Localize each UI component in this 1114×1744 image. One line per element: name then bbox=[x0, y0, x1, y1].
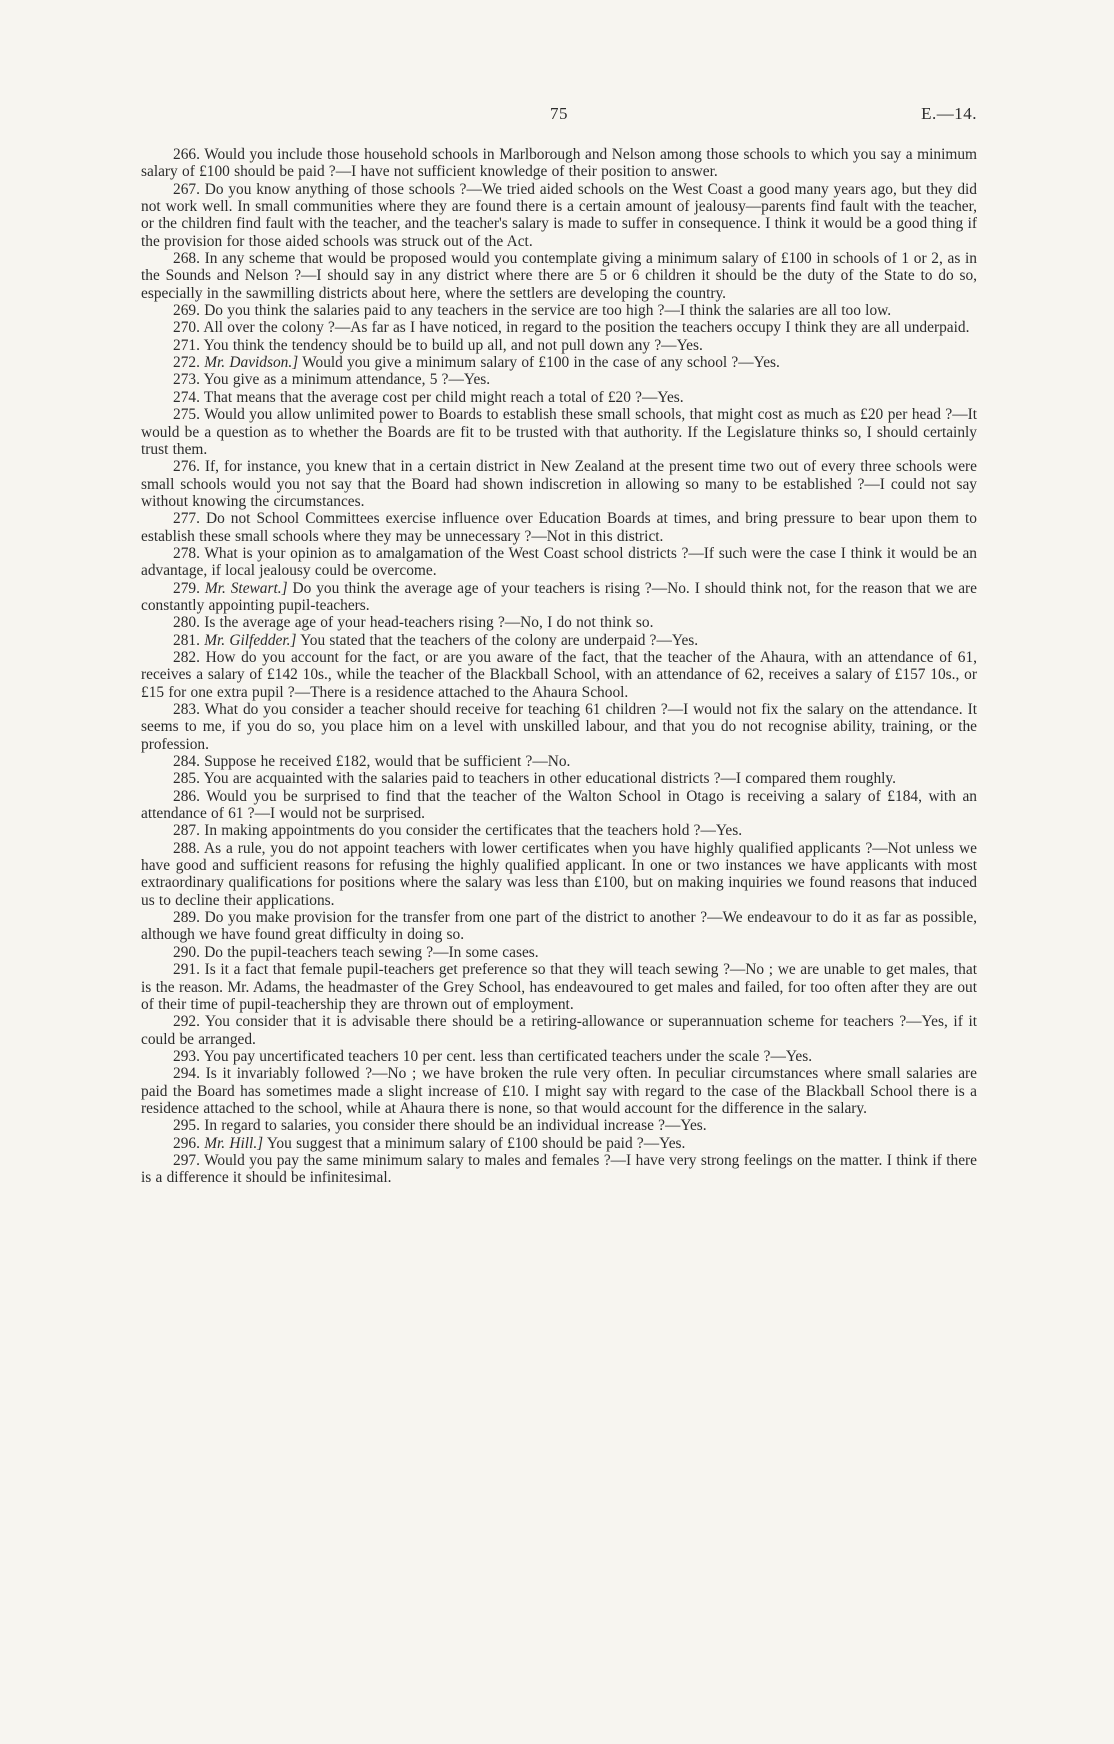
speaker-name: Mr. Gilfedder.] bbox=[204, 631, 297, 649]
document-reference: E.—14. bbox=[921, 104, 977, 123]
question-number: 294. bbox=[173, 1065, 200, 1083]
qa-text: You give as a minimum attendance, 5 ?—Yes. bbox=[203, 371, 491, 389]
question-number: 271. bbox=[173, 336, 200, 354]
qa-text: Is it a fact that female pupil-teachers get preference so that they will teach sewing ?—No ; we are unable to get males, that is the reason. Mr. Adams, the headmaster of the Grey School, has endeavoured to get males and failed, for too often after they are out of their time of pupil-teachership they are thrown out of employment. bbox=[141, 961, 977, 1013]
qa-text: As a rule, you do not appoint teachers with lower certificates when you have highly qualified applicants ?—Not unless we have good and sufficient reasons for refusing the highly qualified applicant. In one or two instances we have applicants with most extraordinary qualifications for positions where the salary was less than £100, but on making inquiries we found reasons that induced us to decline their applications. bbox=[141, 839, 977, 909]
qa-paragraph bbox=[141, 1152, 977, 1187]
qa-text: What is your opinion as to amalgamation of the West Coast school districts ?—If such were the case I think it would be an advantage, if local jealousy could be overcome. bbox=[141, 544, 977, 580]
qa-paragraph bbox=[141, 181, 977, 250]
question-number: 277. bbox=[173, 510, 200, 528]
qa-text: Do not School Committees exercise influence over Education Boards at times, and bring pressure to bear upon them to establish these small schools where they may be unnecessary ?—Not in this district. bbox=[141, 510, 977, 545]
question-number: 278. bbox=[173, 544, 200, 562]
qa-text: In regard to salaries, you consider there should be an individual increase ?—Yes. bbox=[204, 1117, 707, 1135]
question-number: 297. bbox=[173, 1151, 200, 1169]
qa-paragraph bbox=[141, 701, 977, 753]
qa-text: You think the tendency should be to build up all, and not pull down any ?—Yes. bbox=[203, 336, 703, 354]
question-number: 276. bbox=[173, 458, 200, 476]
page-number: 75 bbox=[550, 104, 568, 123]
qa-text: Would you include those household schools in Marlborough and Nelson among those schools to which you say a minimum salary of £100 should be paid ?—I have not sufficient knowledge of their position to answer. bbox=[141, 146, 977, 181]
page-header bbox=[141, 104, 977, 128]
qa-text: Would you pay the same minimum salary to males and females ?—I have very strong feelings on the matter. I think if there is a difference it should be infinitesimal. bbox=[141, 1151, 977, 1187]
speaker-name: Mr. Hill.] bbox=[204, 1134, 264, 1152]
qa-text: Would you be surprised to find that the teacher of the Walton School in Otago is receiving a salary of £184, with an attendance of 61 ?—I would not be surprised. bbox=[141, 787, 977, 823]
qa-paragraph bbox=[141, 753, 977, 770]
qa-paragraph bbox=[141, 770, 977, 787]
qa-text: You stated that the teachers of the colony are underpaid ?—Yes. bbox=[300, 631, 699, 649]
question-number: 275. bbox=[173, 406, 200, 424]
speaker-name: Mr. Davidson.] bbox=[204, 354, 299, 372]
question-number: 286. bbox=[173, 787, 200, 805]
question-number: 290. bbox=[173, 943, 200, 961]
qa-paragraph bbox=[141, 944, 977, 961]
qa-paragraph bbox=[141, 840, 977, 909]
qa-text: Suppose he received £182, would that be sufficient ?—No. bbox=[204, 753, 571, 771]
qa-text: All over the colony ?—As far as I have noticed, in regard to the position the teachers occupy I think they are all underpaid. bbox=[203, 319, 970, 337]
qa-text: You are acquainted with the salaries paid to teachers in other educational districts ?—I compared them roughly. bbox=[203, 770, 896, 788]
question-number: 266. bbox=[173, 146, 200, 163]
question-number: 289. bbox=[173, 909, 200, 927]
qa-text: Do you make provision for the transfer from one part of the district to another ?—We endeavour to do it as far as possible, although we have found great difficulty in doing so. bbox=[141, 909, 977, 944]
question-number: 293. bbox=[173, 1047, 200, 1065]
qa-text: If, for instance, you knew that in a certain district in New Zealand at the present time two out of every three schools were small schools would you not say that the Board had shown indiscretion in allowing so many to be established ?—I could not say without knowing the circumstances. bbox=[141, 458, 978, 510]
qa-paragraph bbox=[141, 632, 977, 649]
qa-paragraph bbox=[141, 1135, 977, 1152]
qa-paragraph bbox=[141, 250, 977, 302]
qa-text: Do you think the salaries paid to any teachers in the service are too high ?—I think the salaries are all too low. bbox=[204, 302, 892, 320]
qa-paragraph bbox=[141, 354, 977, 371]
text-column bbox=[141, 104, 977, 1187]
qa-text: Is it invariably followed ?—No ; we have broken the rule very often. In peculiar circumstances where small salaries are paid the Board has sometimes made a slight increase of £10. I might say with regard to the case of the Blackball School there is a residence attached to the school, while at Ahaura there is none, so that would account for the difference in the salary. bbox=[141, 1065, 977, 1117]
qa-paragraph bbox=[141, 302, 977, 319]
qa-text: How do you account for the fact, or are you aware of the fact, that the teacher of the Ahaura, with an attendance of 61, receives a salary of £142 10s., while the teacher of the Blackball School, with an attendance of 62, receives a salary of £157 10s., or £15 for one extra pupil ?—There is a residence attached to the Ahaura School. bbox=[141, 648, 977, 701]
qa-paragraph bbox=[141, 1048, 977, 1065]
qa-paragraph bbox=[141, 909, 977, 944]
qa-text: Would you give a minimum salary of £100 in the case of any school ?—Yes. bbox=[302, 354, 780, 372]
qa-paragraph bbox=[141, 458, 977, 510]
qa-text: Do you know anything of those schools ?—We tried aided schools on the West Coast a good many years ago, but they did not work well. In small communities where they are found there is a certain amount of jealousy—parents find fault with the teacher, or the children find fault with the teacher, and the teacher's salary is made to suffer in consequence. I think it would be a good thing if the provision for those aided schools was struck out of the Act. bbox=[141, 180, 978, 250]
question-number: 268. bbox=[173, 250, 200, 268]
qa-paragraph bbox=[141, 146, 977, 181]
qa-text: You pay uncertificated teachers 10 per cent. less than certificated teachers under the scale ?—Yes. bbox=[203, 1047, 813, 1065]
qa-paragraph bbox=[141, 961, 977, 1013]
qa-paragraph bbox=[141, 1065, 977, 1117]
question-number: 280. bbox=[173, 614, 200, 632]
qa-paragraph bbox=[141, 614, 977, 631]
question-number: 287. bbox=[173, 822, 200, 840]
qa-text: In making appointments do you consider the certificates that the teachers hold ?—Yes. bbox=[204, 822, 743, 840]
qa-text: You consider that it is advisable there should be a retiring-allowance or superannuation scheme for teachers ?—Yes, if it could be arranged. bbox=[141, 1013, 977, 1048]
question-number: 295. bbox=[173, 1117, 200, 1135]
qa-paragraph bbox=[141, 510, 977, 545]
qa-text: Do you think the average age of your teachers is rising ?—No. I should think not, for the reason that we are constantly appointing pupil-teachers. bbox=[141, 579, 977, 614]
qa-paragraph bbox=[141, 649, 977, 701]
question-number: 272. bbox=[173, 354, 200, 372]
question-number: 269. bbox=[173, 302, 200, 320]
qa-text: That means that the average cost per child might reach a total of £20 ?—Yes. bbox=[203, 388, 684, 406]
qa-paragraph bbox=[141, 545, 977, 580]
qa-paragraph bbox=[141, 337, 977, 354]
question-number: 283. bbox=[173, 701, 200, 718]
qa-paragraph bbox=[141, 580, 977, 615]
qa-paragraph bbox=[141, 389, 977, 406]
qa-paragraph bbox=[141, 788, 977, 823]
qa-text: What do you consider a teacher should receive for teaching 61 children ?—I would not fix the salary on the attendance. It seems to me, if you do so, you place him on a level with unskilled labour, and that you do not recognise ability, training, or the profession. bbox=[141, 701, 977, 753]
qa-text: In any scheme that would be proposed would you contemplate giving a minimum salary of £100 in schools of 1 or 2, as in the Sounds and Nelson ?—I should say in any district where there are 5 or 6 children it should be the duty of the State to do so, especially in the sawmilling districts about here, where the settlers are developing the country. bbox=[141, 250, 977, 302]
qa-text: Do the pupil-teachers teach sewing ?—In some cases. bbox=[204, 943, 539, 961]
question-number: 273. bbox=[173, 371, 200, 389]
qa-text: Is the average age of your head-teachers rising ?—No, I do not think so. bbox=[204, 614, 654, 632]
qa-paragraph bbox=[141, 1013, 977, 1048]
question-number: 292. bbox=[173, 1013, 200, 1031]
qa-text: Would you allow unlimited power to Boards to establish these small schools, that might cost as much as £20 per head ?—It would be a question as to whether the Boards are fit to be trusted with that authority. If the Legislature thinks so, I should certainly trust them. bbox=[141, 406, 977, 458]
question-number: 274. bbox=[173, 388, 200, 406]
qa-paragraph bbox=[141, 371, 977, 388]
question-number: 284. bbox=[173, 753, 200, 771]
qa-text: You suggest that a minimum salary of £100 should be paid ?—Yes. bbox=[266, 1134, 686, 1152]
speaker-name: Mr. Stewart.] bbox=[204, 579, 288, 597]
question-number: 282. bbox=[173, 648, 200, 666]
document-body bbox=[141, 146, 977, 1187]
question-number: 288. bbox=[173, 839, 200, 857]
question-number: 267. bbox=[173, 180, 200, 198]
qa-paragraph bbox=[141, 319, 977, 336]
question-number: 285. bbox=[173, 770, 200, 788]
qa-paragraph bbox=[141, 822, 977, 839]
question-number: 291. bbox=[173, 961, 200, 979]
question-number: 270. bbox=[173, 319, 200, 337]
qa-paragraph bbox=[141, 1117, 977, 1134]
question-number: 296. bbox=[173, 1134, 200, 1152]
question-number: 279. bbox=[173, 579, 200, 597]
question-number: 281. bbox=[173, 631, 200, 649]
qa-paragraph bbox=[141, 406, 977, 458]
